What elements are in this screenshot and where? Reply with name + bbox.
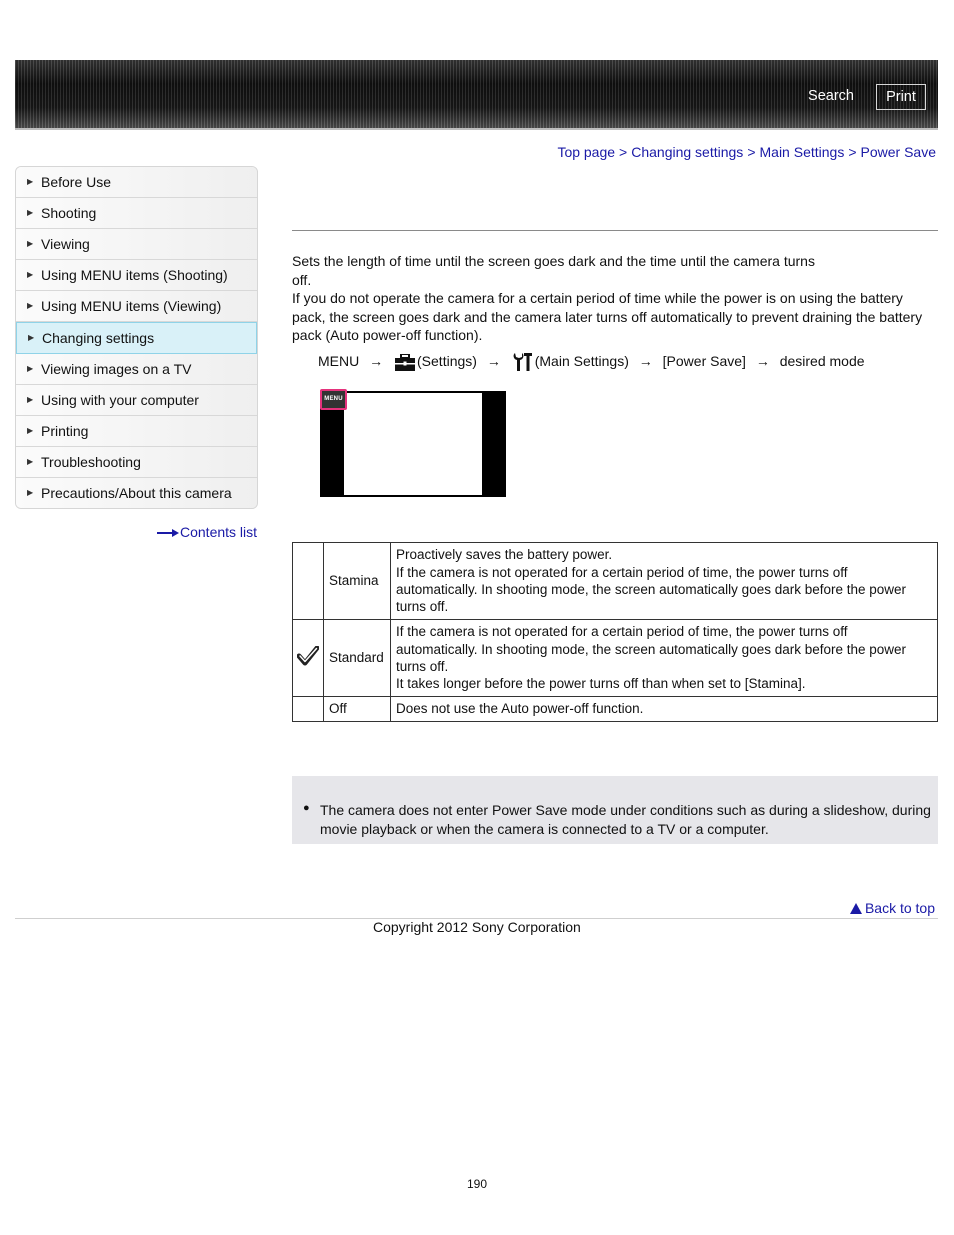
option-name: Off [324, 697, 391, 722]
check-icon [297, 646, 319, 666]
arrow-right-icon: → [638, 353, 653, 369]
option-description-line: Proactively saves the battery power. [396, 547, 613, 563]
page-number: 190 [466, 1177, 488, 1191]
triangle-right-icon: ▶ [27, 208, 34, 217]
menu-key-highlight: MENU [320, 389, 347, 410]
triangle-right-icon: ▶ [27, 426, 34, 435]
note-box [292, 776, 938, 844]
sidebar-item-menu-viewing[interactable] [16, 291, 257, 322]
wrench-screwdriver-icon [513, 352, 533, 372]
breadcrumb-separator: > [848, 144, 857, 160]
option-description [391, 697, 938, 722]
menu-path-menu: MENU [318, 353, 360, 369]
option-name: Stamina [324, 543, 391, 620]
arrow-right-icon: → [369, 353, 384, 369]
option-icon-cell [293, 620, 324, 697]
toolbox-icon [395, 354, 415, 371]
arrow-right-icon: → [755, 353, 770, 369]
sidebar-item-label: Viewing [41, 236, 90, 252]
arrow-right-icon: → [486, 353, 501, 369]
sidebar-item-viewing[interactable] [16, 229, 257, 260]
option-description-line: If the camera is not operated for a certain period of time, the power turns off automatically. In shooting mode, the screen automatically goes dark before the power turns off. [396, 624, 907, 674]
triangle-right-icon: ▶ [27, 177, 34, 186]
option-icon-cell [293, 543, 324, 620]
breadcrumb-changing-settings[interactable]: Changing settings [631, 144, 744, 160]
option-description-line: It takes longer before the power turns off than when set to [Stamina]. [396, 676, 806, 692]
menu-path [318, 348, 865, 374]
bullet-icon: ● [303, 802, 310, 814]
breadcrumb-main-settings[interactable]: Main Settings [759, 144, 845, 160]
triangle-right-icon: ▶ [27, 395, 34, 404]
option-description [391, 620, 938, 697]
sidebar-item-label: Printing [41, 423, 89, 439]
breadcrumb-separator: > [619, 144, 628, 160]
option-description-line: If the camera is not operated for a certain period of time, the power turns off automatically. In shooting mode, the screen automatically goes dark before the power turns off. [396, 564, 907, 615]
sidebar-item-label: Using MENU items (Shooting) [41, 267, 228, 283]
sidebar-item-label: Using with your computer [41, 392, 199, 408]
header-bar [15, 60, 938, 130]
copyright: Copyright 2012 Sony Corporation [373, 919, 581, 935]
sidebar-item-label: Shooting [41, 205, 97, 221]
breadcrumb [557, 144, 936, 160]
option-description-line: Does not use the Auto power-off function. [396, 701, 644, 717]
menu-path-power-save: [Power Save] [662, 353, 746, 369]
option-icon-cell [293, 697, 324, 722]
sidebar-item-label: Before Use [41, 174, 112, 190]
back-to-top-link[interactable] [850, 900, 935, 916]
menu-path-main-settings: (Main Settings) [534, 353, 629, 369]
sidebar-item-label: Precautions/About this camera [41, 485, 232, 501]
power-save-options-table [292, 542, 938, 722]
intro-paragraph-1: Sets the length of time until the screen goes dark and the time until the camera turns off. [292, 253, 815, 288]
sidebar-item-viewing-tv[interactable] [16, 354, 257, 385]
sidebar-nav [15, 166, 258, 509]
title-divider [292, 230, 938, 231]
sidebar-item-before-use[interactable] [16, 167, 257, 198]
option-description [391, 543, 938, 620]
sidebar-item-menu-shooting[interactable] [16, 260, 257, 291]
menu-path-desired-mode: desired mode [779, 353, 865, 369]
sidebar-item-label: Viewing images on a TV [41, 361, 192, 377]
sidebar-item-label: Using MENU items (Viewing) [41, 298, 222, 314]
triangle-right-icon: ▶ [27, 457, 34, 466]
back-to-top-label: Back to top [864, 900, 935, 916]
camera-screen-display [344, 393, 482, 495]
triangle-right-icon: ▶ [27, 270, 34, 279]
table-row [293, 697, 938, 722]
triangle-right-icon: ▶ [27, 364, 34, 373]
camera-screen-illustration [320, 391, 506, 497]
triangle-right-icon: ▶ [27, 301, 34, 310]
intro-paragraph-2: If you do not operate the camera for a certain period of time while the power is on using the battery pack, the screen goes dark and the camera later turns off automatically to prevent draining the battery pack (Auto power-off function). [292, 290, 923, 343]
breadcrumb-separator: > [747, 144, 756, 160]
sidebar-item-troubleshooting[interactable] [16, 447, 257, 478]
triangle-right-icon: ▶ [28, 333, 35, 342]
sidebar-item-shooting[interactable] [16, 198, 257, 229]
sidebar-item-precautions[interactable] [16, 478, 257, 508]
triangle-up-icon [850, 903, 862, 914]
sidebar-item-computer[interactable] [16, 385, 257, 416]
search-button[interactable]: Search [808, 88, 854, 104]
breadcrumb-top-page[interactable]: Top page [557, 144, 616, 160]
sidebar-item-label: Troubleshooting [41, 454, 141, 470]
breadcrumb-power-save[interactable]: Power Save [860, 144, 936, 160]
table-row [293, 543, 938, 620]
menu-path-settings: (Settings) [417, 353, 477, 369]
triangle-right-icon: ▶ [27, 239, 34, 248]
sidebar-item-changing-settings[interactable] [16, 322, 257, 354]
triangle-right-icon: ▶ [27, 488, 34, 497]
option-name: Standard [324, 620, 391, 697]
arrow-right-icon [157, 529, 179, 537]
note-text: The camera does not enter Power Save mode under conditions such as during a slideshow, during movie playback or when the camera is connected to a TV or a computer. [320, 802, 931, 837]
table-row [293, 620, 938, 697]
sidebar-item-printing[interactable] [16, 416, 257, 447]
sidebar-item-label: Changing settings [42, 330, 155, 346]
print-button[interactable]: Print [876, 84, 926, 110]
contents-list-link[interactable] [157, 524, 257, 540]
intro-text [292, 252, 940, 345]
contents-list-label: Contents list [180, 524, 258, 540]
